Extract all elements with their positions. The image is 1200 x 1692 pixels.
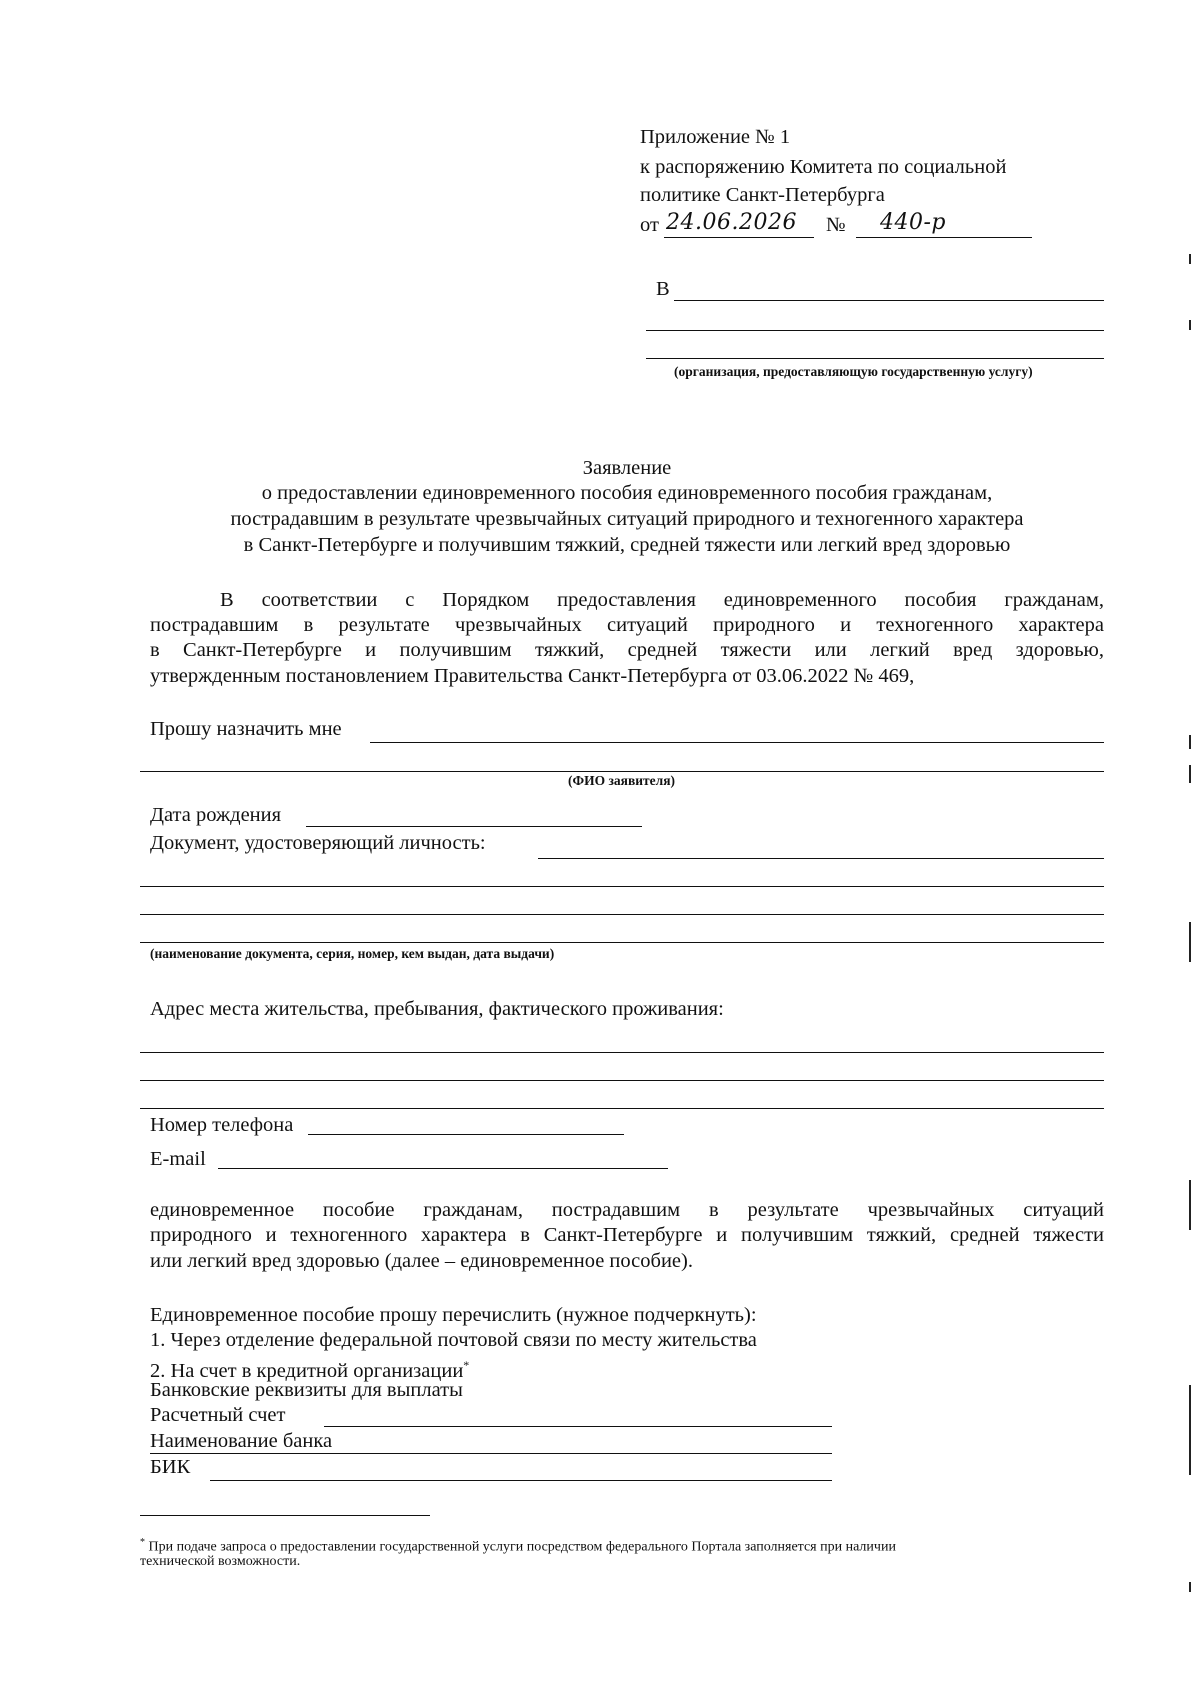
- payment-option-1: 1. Через отделение федеральной почтовой связи по месту жительства: [150, 1329, 757, 1351]
- scan-mark: [1189, 254, 1191, 264]
- account-label: Расчетный счет: [150, 1404, 286, 1426]
- recipient-line-1: [674, 300, 1104, 301]
- appendix-number-prefix: №: [826, 214, 846, 236]
- recipient-line-2: [646, 330, 1104, 331]
- phone-label: Номер телефона: [150, 1114, 294, 1136]
- scan-mark: [1189, 1180, 1191, 1230]
- email-line: [218, 1168, 668, 1169]
- document-line-1: [538, 858, 1104, 859]
- appendix-line-3: политике Санкт-Петербурга: [640, 184, 885, 206]
- scan-mark: [1189, 1582, 1191, 1592]
- number-underline: [856, 237, 1032, 238]
- fio-line-1: [370, 742, 1104, 743]
- appendix-line-2: к распоряжению Комитета по социальной: [640, 156, 1007, 178]
- bank-name-line: [150, 1453, 832, 1454]
- payment-option-2: 2. На счет в кредитной организации*: [150, 1358, 470, 1382]
- appendix-number-value: 440-р: [880, 210, 947, 235]
- address-label: Адрес места жительства, пребывания, фактического проживания:: [150, 998, 724, 1020]
- appendix-date-value: 24.06.2026: [666, 210, 797, 235]
- scan-mark: [1189, 922, 1191, 962]
- birth-label: Дата рождения: [150, 804, 282, 826]
- document-line-4: [140, 942, 1104, 943]
- bank-details-label: Банковские реквизиты для выплаты: [150, 1379, 463, 1401]
- payment-intro: Единовременное пособие прошу перечислить (нужное подчеркнуть):: [150, 1304, 757, 1326]
- document-label: Документ, удостоверяющий личность:: [150, 832, 486, 854]
- phone-line: [308, 1134, 624, 1135]
- footnote-line-2: технической возможности.: [140, 1554, 301, 1569]
- scan-mark: [1189, 1385, 1191, 1475]
- appendix-date-prefix: от: [640, 214, 659, 236]
- fio-line-2: [140, 771, 1104, 772]
- date-underline: [664, 237, 814, 238]
- intro-line-1: В соответствии с Порядком предоставления единовременного пособия гражданам,: [220, 589, 1104, 611]
- address-line-3: [140, 1108, 1104, 1109]
- recipient-caption: (организация, предоставляющую государственную услугу): [674, 364, 1033, 379]
- email-label: E-mail: [150, 1148, 206, 1170]
- benefit-line-1: единовременное пособие гражданам, пострадавшим в результате чрезвычайных ситуаций: [150, 1199, 1104, 1221]
- intro-line-2: пострадавшим в результате чрезвычайных ситуаций природного и техногенного характера: [150, 614, 1104, 636]
- intro-line-4: утвержденным постановлением Правительства Санкт-Петербурга от 03.06.2022 № 469,: [150, 665, 915, 687]
- bank-name-label: Наименование банка: [150, 1430, 333, 1452]
- document-heading: Заявление: [582, 457, 672, 479]
- benefit-line-3: или легкий вред здоровью (далее – единовременное пособие).: [150, 1250, 693, 1272]
- document-line-3: [140, 914, 1104, 915]
- title-line-1: о предоставлении единовременного пособия единовременного пособия гражданам,: [261, 482, 993, 504]
- title-line-2: пострадавшим в результате чрезвычайных ситуаций природного и техногенного характера: [230, 508, 1024, 530]
- address-line-2: [140, 1080, 1104, 1081]
- footnote-line-1: * При подаче запроса о предоставлении государственной услуги посредством федерального Портала заполняется при наличии: [140, 1537, 896, 1555]
- scan-mark: [1189, 765, 1191, 783]
- account-line: [324, 1426, 832, 1427]
- bik-line: [210, 1480, 832, 1481]
- document-line-2: [140, 886, 1104, 887]
- scan-mark: [1189, 320, 1191, 330]
- recipient-prefix: В: [656, 278, 670, 300]
- footnote-separator: [140, 1515, 430, 1516]
- document-caption: (наименование документа, серия, номер, кем выдан, дата выдачи): [150, 946, 555, 961]
- scan-mark: [1189, 735, 1191, 749]
- bik-label: БИК: [150, 1456, 191, 1478]
- recipient-line-3: [646, 358, 1104, 359]
- intro-line-3: в Санкт-Петербурге и получившим тяжкий, средней тяжести или легкий вред здоровью,: [150, 639, 1104, 661]
- request-label: Прошу назначить мне: [150, 718, 342, 740]
- title-line-3: в Санкт-Петербурге и получившим тяжкий, средней тяжести или легкий вред здоровью: [243, 534, 1011, 556]
- benefit-line-2: природного и техногенного характера в Санкт-Петербурге и получившим тяжкий, средней тяжести: [150, 1224, 1104, 1246]
- appendix-line-1: Приложение № 1: [640, 126, 791, 148]
- fio-caption: (ФИО заявителя): [568, 773, 676, 788]
- birth-line: [306, 826, 642, 827]
- address-line-1: [140, 1052, 1104, 1053]
